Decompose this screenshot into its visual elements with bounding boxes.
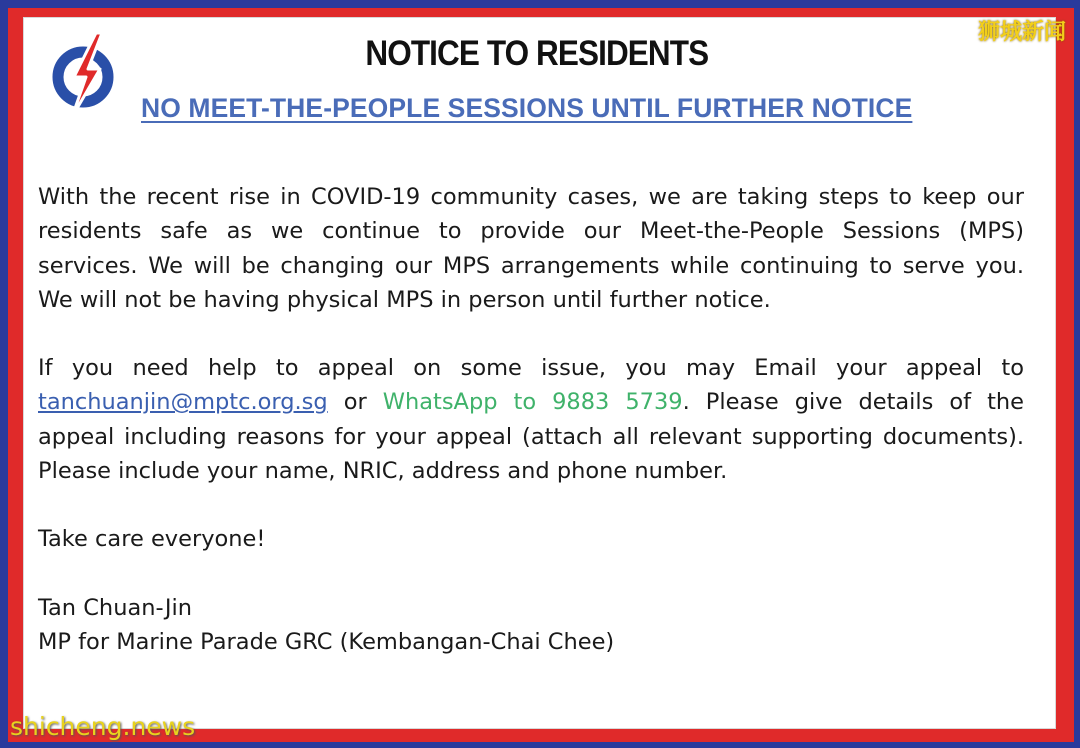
watermark-top-right: 狮城新闻	[977, 20, 1066, 45]
page-subtitle: NO MEET-THE-PEOPLE SESSIONS UNTIL FURTHER NOTICE	[141, 93, 913, 123]
email-link[interactable]: tanchuanjin@mptc.org.sg	[38, 389, 328, 416]
paragraph-text: . Please give details of the	[682, 389, 1024, 416]
paragraph-line: appeal including reasons for your appeal (attach all relevant supporting documents).	[38, 423, 1024, 450]
closing-line	[38, 522, 1024, 556]
paragraph-line-contact	[38, 385, 1024, 419]
paragraph-line: residents safe as we continue to provide our Meet-the-People Sessions (MPS)	[38, 218, 1024, 245]
watermark-bottom-left: shicheng.news	[10, 712, 196, 741]
paragraph-line: We will not be having physical MPS in person until further notice.	[38, 286, 771, 313]
paragraph-line: Please include your name, NRIC, address and phone number.	[38, 457, 728, 484]
or-text: or	[343, 389, 367, 416]
page-title: NOTICE TO RESIDENTS	[365, 34, 709, 73]
signature-block	[38, 591, 1024, 660]
paragraph-line: services. We will be changing our MPS arrangements while continuing to serve you.	[38, 252, 1024, 279]
signature-title: MP for Marine Parade GRC (Kembangan-Chai Chee)	[38, 629, 615, 656]
paragraph-appeal-instructions	[38, 351, 1024, 488]
closing-text: Take care everyone!	[38, 526, 266, 552]
paragraph-line: If you need help to appeal on some issue, you may Email your appeal to	[38, 355, 1024, 381]
paragraph-line: With the recent rise in COVID-19 community cases, we are taking steps to keep our	[38, 184, 1024, 210]
whatsapp-contact: WhatsApp to 9883 5739	[382, 389, 683, 416]
signature-name: Tan Chuan-Jin	[38, 595, 193, 621]
paragraph-covid-update	[38, 180, 1024, 317]
